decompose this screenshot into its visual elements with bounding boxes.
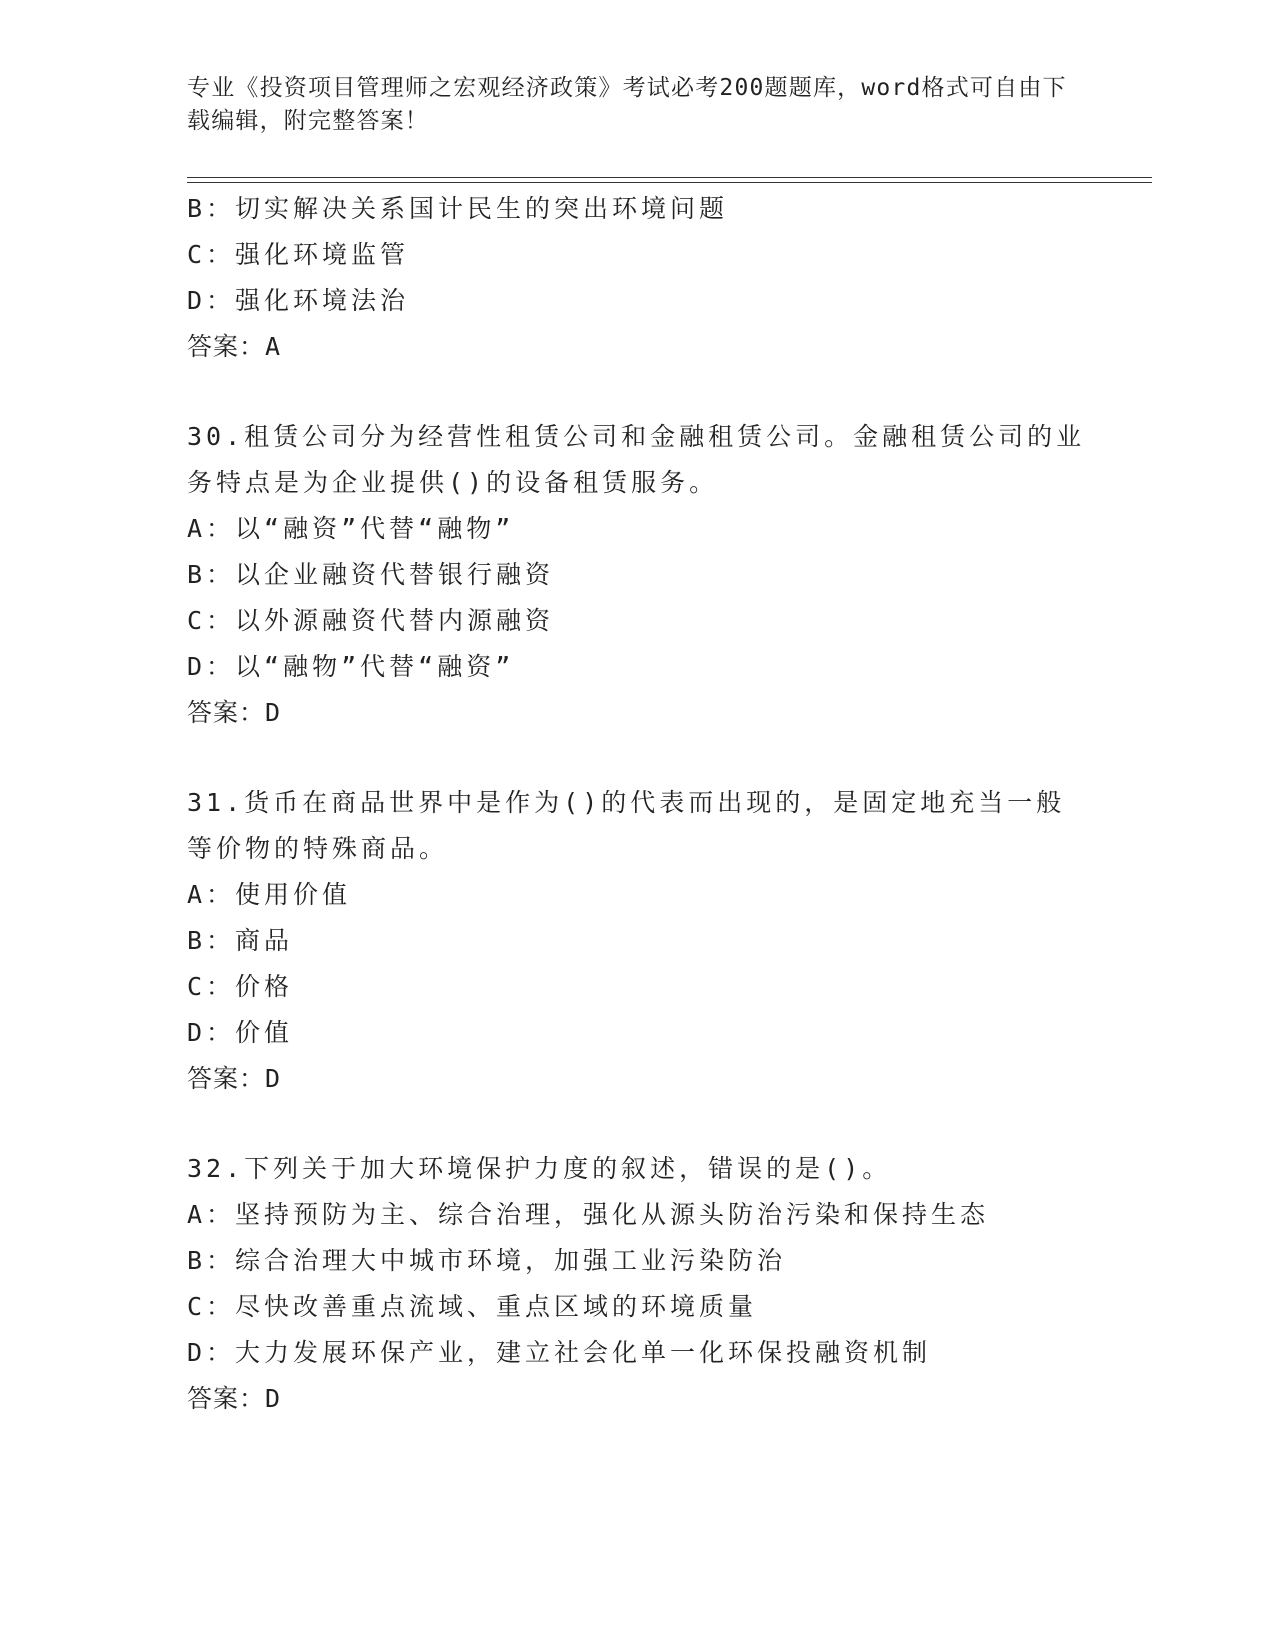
answer-line: [187, 1376, 1152, 1422]
question-text: 32.下列关于加大环境保护力度的叙述，错误的是()。: [187, 1154, 892, 1183]
answer-value: D: [265, 1384, 282, 1413]
option-c: C：价格: [187, 972, 294, 1001]
document-header: 专业《投资项目管理师之宏观经济政策》考试必考200题题库，word格式可自由下载编辑，附完整答案！: [187, 75, 1067, 134]
answer-line: [187, 690, 1152, 736]
answer-line: [187, 324, 1152, 370]
question-text: 30.租赁公司分为经营性租赁公司和金融租赁公司。金融租赁公司的业务特点是为企业提供()的设备租赁服务。: [187, 422, 1086, 497]
answer-value: A: [265, 332, 282, 361]
option-c: C：强化环境监管: [187, 240, 410, 269]
answer-label: 答案：: [187, 698, 266, 727]
option-b: B：综合治理大中城市环境，加强工业污染防治: [187, 1246, 787, 1275]
answer-value: D: [265, 1064, 282, 1093]
answer-line: [187, 1056, 1152, 1102]
option-d: D：强化环境法治: [187, 286, 410, 315]
document-body: [187, 186, 1152, 1422]
option-b: B：以企业融资代替银行融资: [187, 560, 555, 589]
question-text: 31.货币在商品世界中是作为()的代表而出现的，是固定地充当一般等价物的特殊商品。: [187, 788, 1066, 863]
answer-label: 答案：: [187, 332, 266, 361]
answer-label: 答案：: [187, 1384, 266, 1413]
question-32: [187, 1146, 1152, 1422]
option-b: B：切实解决关系国计民生的突出环境问题: [187, 194, 729, 223]
answer-label: 答案：: [187, 1064, 266, 1093]
option-d: D：大力发展环保产业，建立社会化单一化环保投融资机制: [187, 1338, 932, 1367]
option-a: A：以“融资”代替“融物”: [187, 514, 515, 543]
option-a: A：使用价值: [187, 880, 352, 909]
option-c: C：以外源融资代替内源融资: [187, 606, 555, 635]
question-30: [187, 414, 1152, 736]
question-31: [187, 780, 1152, 1102]
option-c: C：尽快改善重点流域、重点区域的环境质量: [187, 1292, 758, 1321]
answer-value: D: [265, 698, 282, 727]
question-29-continued: [187, 186, 1152, 370]
option-d: D：以“融物”代替“融资”: [187, 652, 515, 681]
option-a: A：坚持预防为主、综合治理，强化从源头防治污染和保持生态: [187, 1200, 990, 1229]
option-b: B：商品: [187, 926, 294, 955]
option-d: D：价值: [187, 1018, 294, 1047]
header-divider: [187, 177, 1152, 183]
